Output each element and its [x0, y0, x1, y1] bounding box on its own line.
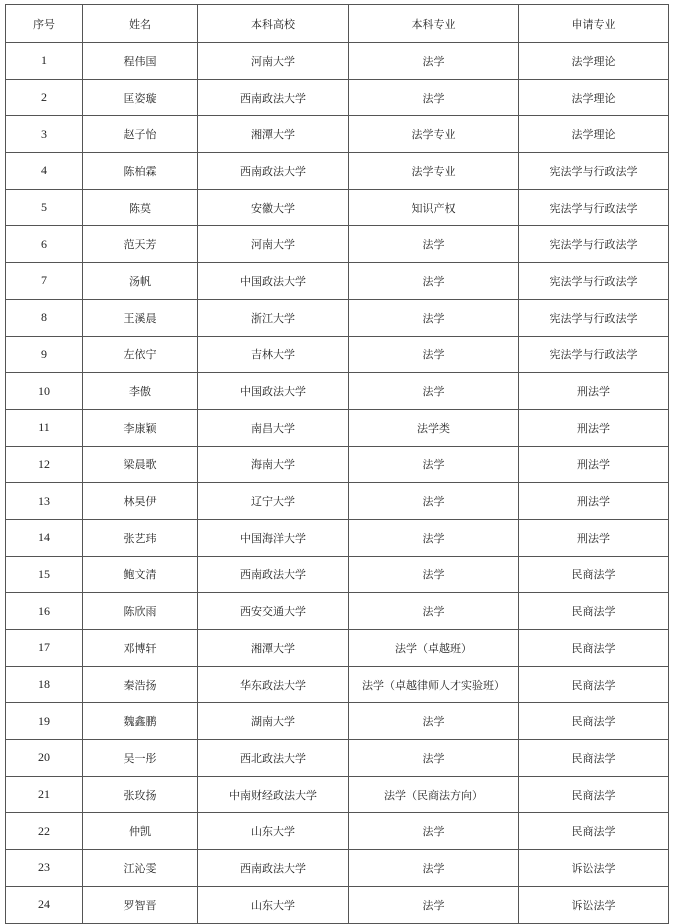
- cell-applied-major: 民商法学: [519, 593, 669, 630]
- cell-university: 西北政法大学: [198, 740, 349, 777]
- cell-university: 辽宁大学: [198, 483, 349, 520]
- cell-name: 仲凯: [83, 813, 198, 850]
- cell-university: 河南大学: [198, 43, 349, 80]
- table-row: [6, 666, 669, 703]
- cell-major: 法学: [349, 299, 519, 336]
- cell-applied-major: 刑法学: [519, 483, 669, 520]
- cell-university: 湖南大学: [198, 703, 349, 740]
- cell-applied-major: 民商法学: [519, 813, 669, 850]
- header-major: 本科专业: [349, 5, 519, 43]
- table-row: [6, 740, 669, 777]
- cell-index: 2: [6, 79, 83, 116]
- cell-index: 9: [6, 336, 83, 373]
- cell-university: 中南财经政法大学: [198, 776, 349, 813]
- cell-major: 法学: [349, 556, 519, 593]
- cell-university: 安徽大学: [198, 189, 349, 226]
- cell-major: 法学: [349, 373, 519, 410]
- cell-major: 法学: [349, 446, 519, 483]
- cell-name: 罗智晋: [83, 886, 198, 923]
- cell-university: 河南大学: [198, 226, 349, 263]
- table-row: [6, 886, 669, 923]
- cell-university: 山东大学: [198, 886, 349, 923]
- cell-university: 海南大学: [198, 446, 349, 483]
- cell-applied-major: 刑法学: [519, 409, 669, 446]
- table-row: [6, 409, 669, 446]
- table-row: [6, 373, 669, 410]
- cell-name: 江沁雯: [83, 850, 198, 887]
- cell-major: 法学: [349, 593, 519, 630]
- cell-name: 范天芳: [83, 226, 198, 263]
- table-row: [6, 813, 669, 850]
- cell-major: 法学（卓越律师人才实验班）: [349, 666, 519, 703]
- table-row: [6, 593, 669, 630]
- header-applied-major: 申请专业: [519, 5, 669, 43]
- cell-applied-major: 宪法学与行政法学: [519, 226, 669, 263]
- cell-index: 24: [6, 886, 83, 923]
- table-row: [6, 850, 669, 887]
- cell-university: 西南政法大学: [198, 153, 349, 190]
- cell-name: 李傲: [83, 373, 198, 410]
- cell-name: 梁晨歌: [83, 446, 198, 483]
- cell-applied-major: 诉讼法学: [519, 886, 669, 923]
- cell-name: 鲍文清: [83, 556, 198, 593]
- cell-name: 匡姿璇: [83, 79, 198, 116]
- header-row: [6, 5, 669, 43]
- cell-index: 23: [6, 850, 83, 887]
- cell-index: 12: [6, 446, 83, 483]
- cell-index: 10: [6, 373, 83, 410]
- cell-name: 赵子怡: [83, 116, 198, 153]
- cell-name: 邓博轩: [83, 630, 198, 667]
- cell-applied-major: 宪法学与行政法学: [519, 263, 669, 300]
- cell-applied-major: 诉讼法学: [519, 850, 669, 887]
- cell-major: 法学专业: [349, 116, 519, 153]
- cell-university: 湘潭大学: [198, 116, 349, 153]
- cell-major: 法学: [349, 263, 519, 300]
- table-row: [6, 703, 669, 740]
- cell-major: 法学: [349, 336, 519, 373]
- cell-index: 13: [6, 483, 83, 520]
- cell-major: 法学: [349, 886, 519, 923]
- cell-applied-major: 宪法学与行政法学: [519, 299, 669, 336]
- cell-major: 法学: [349, 740, 519, 777]
- cell-name: 林昊伊: [83, 483, 198, 520]
- cell-university: 南昌大学: [198, 409, 349, 446]
- table-row: [6, 483, 669, 520]
- cell-applied-major: 法学理论: [519, 43, 669, 80]
- table-row: [6, 776, 669, 813]
- cell-university: 山东大学: [198, 813, 349, 850]
- cell-index: 17: [6, 630, 83, 667]
- table-row: [6, 189, 669, 226]
- cell-major: 法学: [349, 79, 519, 116]
- cell-university: 湘潭大学: [198, 630, 349, 667]
- cell-name: 张玫扬: [83, 776, 198, 813]
- cell-major: 法学: [349, 519, 519, 556]
- cell-applied-major: 民商法学: [519, 556, 669, 593]
- table-row: [6, 519, 669, 556]
- cell-applied-major: 刑法学: [519, 373, 669, 410]
- cell-applied-major: 法学理论: [519, 79, 669, 116]
- table-row: [6, 446, 669, 483]
- cell-name: 左依宁: [83, 336, 198, 373]
- cell-major: 法学专业: [349, 153, 519, 190]
- cell-applied-major: 民商法学: [519, 630, 669, 667]
- cell-university: 中国政法大学: [198, 373, 349, 410]
- cell-name: 吴一彤: [83, 740, 198, 777]
- header-university: 本科高校: [198, 5, 349, 43]
- cell-index: 21: [6, 776, 83, 813]
- cell-index: 20: [6, 740, 83, 777]
- cell-applied-major: 民商法学: [519, 703, 669, 740]
- cell-applied-major: 民商法学: [519, 776, 669, 813]
- table-row: [6, 116, 669, 153]
- cell-applied-major: 宪法学与行政法学: [519, 189, 669, 226]
- cell-applied-major: 刑法学: [519, 446, 669, 483]
- cell-applied-major: 宪法学与行政法学: [519, 153, 669, 190]
- cell-university: 西南政法大学: [198, 850, 349, 887]
- cell-index: 15: [6, 556, 83, 593]
- cell-index: 8: [6, 299, 83, 336]
- cell-university: 浙江大学: [198, 299, 349, 336]
- cell-index: 6: [6, 226, 83, 263]
- cell-index: 19: [6, 703, 83, 740]
- table-row: [6, 630, 669, 667]
- cell-name: 陈柏霖: [83, 153, 198, 190]
- cell-major: 法学: [349, 226, 519, 263]
- cell-index: 5: [6, 189, 83, 226]
- cell-university: 华东政法大学: [198, 666, 349, 703]
- table-row: [6, 263, 669, 300]
- table-row: [6, 79, 669, 116]
- cell-index: 22: [6, 813, 83, 850]
- cell-major: 法学: [349, 813, 519, 850]
- cell-applied-major: 法学理论: [519, 116, 669, 153]
- cell-applied-major: 刑法学: [519, 519, 669, 556]
- header-name: 姓名: [83, 5, 198, 43]
- cell-name: 张艺玮: [83, 519, 198, 556]
- cell-major: 法学: [349, 43, 519, 80]
- cell-index: 3: [6, 116, 83, 153]
- table-row: [6, 556, 669, 593]
- cell-university: 中国政法大学: [198, 263, 349, 300]
- cell-major: 法学: [349, 483, 519, 520]
- cell-major: 法学: [349, 850, 519, 887]
- table-body: [6, 43, 669, 924]
- cell-index: 14: [6, 519, 83, 556]
- table-row: [6, 153, 669, 190]
- cell-applied-major: 民商法学: [519, 740, 669, 777]
- cell-index: 11: [6, 409, 83, 446]
- cell-major: 法学类: [349, 409, 519, 446]
- cell-major: 法学（卓越班）: [349, 630, 519, 667]
- cell-applied-major: 民商法学: [519, 666, 669, 703]
- cell-university: 吉林大学: [198, 336, 349, 373]
- cell-name: 陈欣雨: [83, 593, 198, 630]
- cell-major: 知识产权: [349, 189, 519, 226]
- cell-name: 陈莫: [83, 189, 198, 226]
- table-row: [6, 299, 669, 336]
- cell-university: 西安交通大学: [198, 593, 349, 630]
- table-row: [6, 43, 669, 80]
- cell-name: 李康颖: [83, 409, 198, 446]
- cell-name: 王溪晨: [83, 299, 198, 336]
- table-row: [6, 226, 669, 263]
- cell-index: 7: [6, 263, 83, 300]
- cell-major: 法学（民商法方向）: [349, 776, 519, 813]
- cell-name: 汤帆: [83, 263, 198, 300]
- cell-university: 中国海洋大学: [198, 519, 349, 556]
- cell-index: 16: [6, 593, 83, 630]
- cell-name: 程伟国: [83, 43, 198, 80]
- cell-index: 1: [6, 43, 83, 80]
- table-row: [6, 336, 669, 373]
- cell-university: 西南政法大学: [198, 556, 349, 593]
- cell-name: 魏鑫鹏: [83, 703, 198, 740]
- admission-list-table: [5, 4, 669, 924]
- header-index: 序号: [6, 5, 83, 43]
- cell-index: 4: [6, 153, 83, 190]
- cell-name: 秦浩扬: [83, 666, 198, 703]
- cell-index: 18: [6, 666, 83, 703]
- cell-major: 法学: [349, 703, 519, 740]
- cell-university: 西南政法大学: [198, 79, 349, 116]
- cell-applied-major: 宪法学与行政法学: [519, 336, 669, 373]
